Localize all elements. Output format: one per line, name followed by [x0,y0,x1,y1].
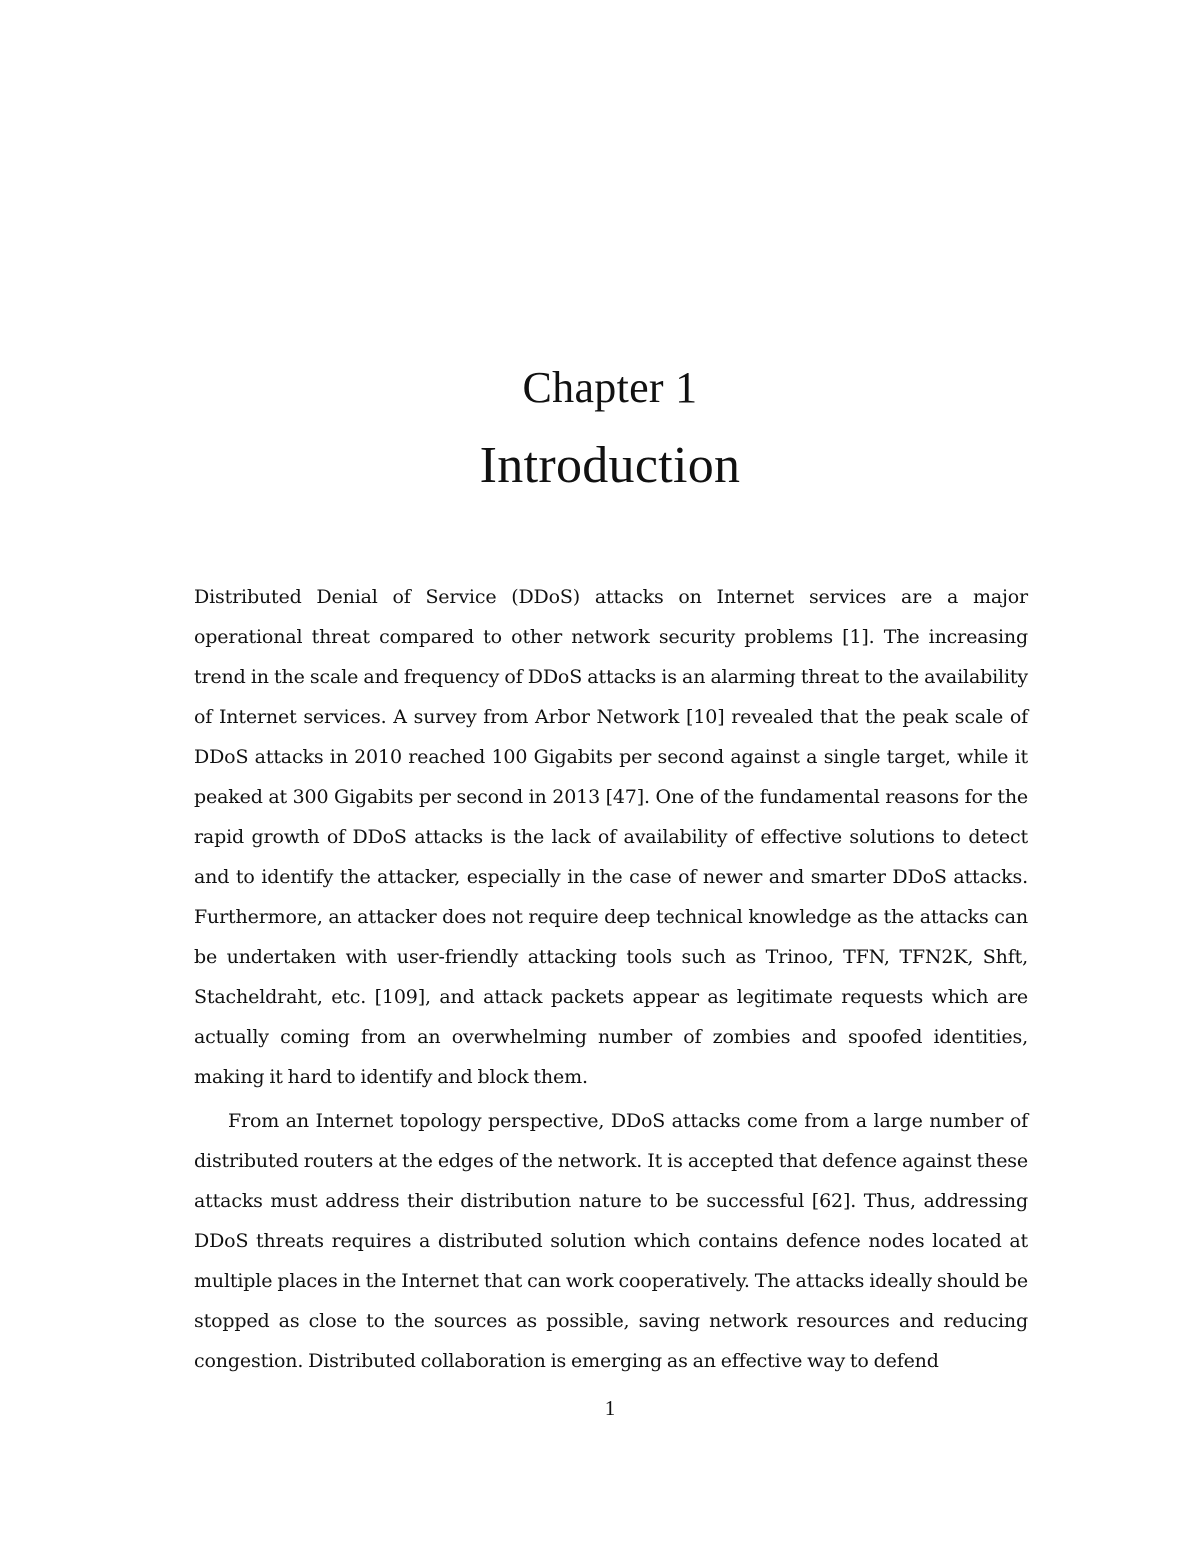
paragraph-1: Distributed Denial of Service (DDoS) attacks on Internet services are a major operational threat compared to other network security problems [1]. The increasing trend in the scale and frequency of DDoS attacks is an alarming threat to the availability of Internet services. A survey from Arbor Network [10] revealed that the peak scale of DDoS attacks in 2010 reached 100 Gigabits per second against a single target, while it peaked at 300 Gigabits per second in 2013 [47]. One of the fundamental reasons for the rapid growth of DDoS attacks is the lack of availability of effective solutions to detect and to identify the attacker, especially in the case of newer and smarter DDoS attacks. Furthermore, an attacker does not require deep technical knowledge as the attacks can be undertaken with user-friendly attacking tools such as Trinoo, TFN, TFN2K, Shft, Stacheldraht, etc. [109], and attack packets appear as legitimate requests which are actually coming from an overwhelming number of zombies and spoofed identities, making it hard to identify and block them. [194,586,1028,1088]
chapter-title: Introduction [479,437,741,494]
chapter-label: Chapter 1 [522,363,698,412]
body-text [194,577,1028,1381]
page-number: 1 [604,1396,616,1420]
paragraph-2: From an Internet topology perspective, DDoS attacks come from a large number of distributed routers at the edges of the network. It is accepted that defence against these attacks must address their distribution nature to be successful [62]. Thus, addressing DDoS threats requires a distributed solution which contains defence nodes located at multiple places in the Internet that can work cooperatively. The attacks ideally should be stopped as close to the sources as possible, saving network resources and reducing congestion. Distributed collaboration is emerging as an effective way to defend [194,1110,1028,1372]
